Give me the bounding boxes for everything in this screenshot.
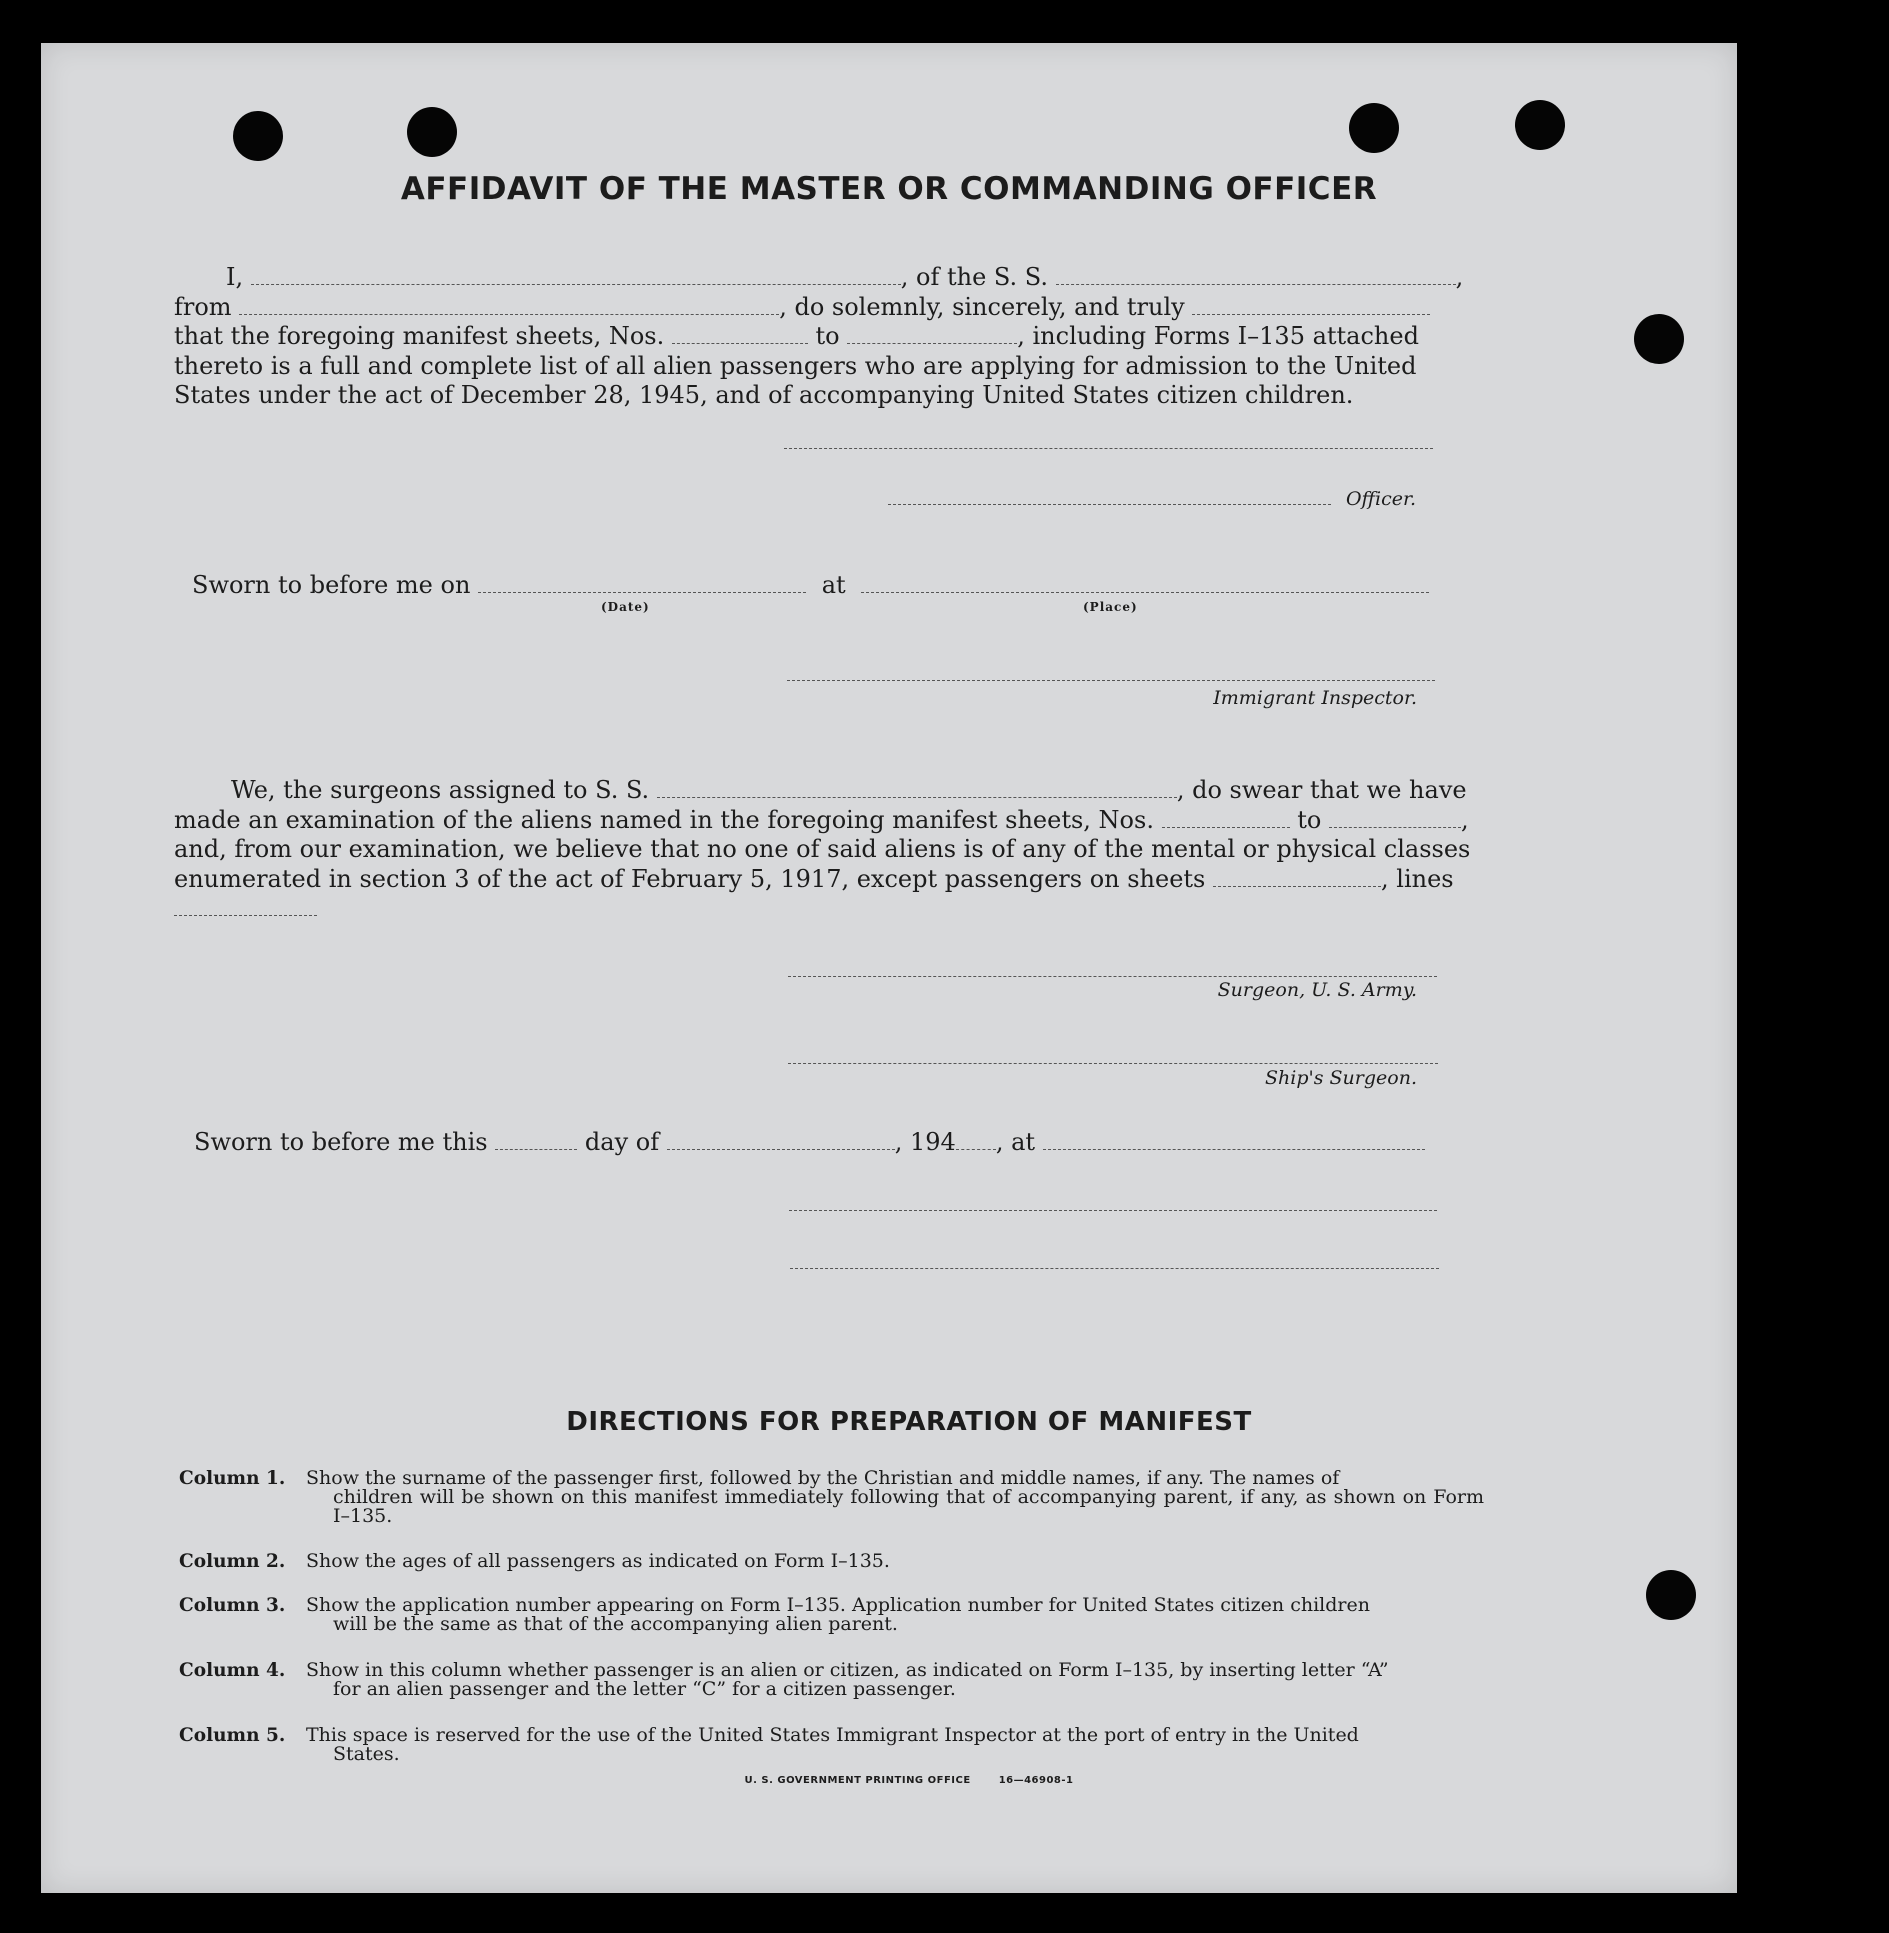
master-affidavit-text: I, , of the S. S. , from , do solemnly, sincerely, and truly that the foregoing manifest sheets, Nos. to , including Forms I–135 attached thereto is a full and complete list of all alien passengers who are applying for admission to the United States under the act of December 28, 1945, and of accompanying United States citizen children. (174, 263, 1464, 409)
signature-line[interactable] (784, 447, 1433, 449)
sworn-day-field[interactable] (495, 1148, 577, 1150)
official-title-line[interactable] (790, 1267, 1439, 1269)
sworn-date-field[interactable] (478, 591, 806, 593)
direction-column-1: Column 1. Show the surname of the passenger first, followed by the Christian and middle names, if any. The names of children will be shown on this manifest immediately following that of accompanying parent, if any, as shown on Form I–135. (179, 1467, 1484, 1527)
date-label: (Date) (601, 600, 650, 614)
punch-hole (233, 111, 283, 161)
excepted-sheets-field[interactable] (1213, 885, 1381, 887)
place-label: (Place) (1083, 600, 1138, 614)
officer-label: Officer. (1345, 488, 1416, 510)
sworn-before-row: Sworn to before me on at (192, 571, 1429, 599)
sworn-location-field[interactable] (1043, 1148, 1425, 1150)
direction-column-4: Column 4. Show in this column whether passenger is an alien or citizen, as indicated on Form I–135, by inserting letter “A” for an alien passenger and the letter “C” for a citizen passenger. (179, 1659, 1389, 1700)
surgeons-affidavit-text: We, the surgeons assigned to S. S. , do swear that we have made an examination of the aliens named in the foregoing manifest sheets, Nos. to , and, from our examination, we believe that no one of said aliens is of any of the mental or physical classes enumerated in section 3 of the act of February 5, 1917, except passengers on sheets , lines (174, 776, 1475, 924)
sworn-month-field[interactable] (667, 1148, 895, 1150)
surgeon-sheet-to-field[interactable] (1329, 826, 1461, 828)
punch-hole (1634, 314, 1684, 364)
army-surgeon-label: Surgeon, U. S. Army. (1217, 979, 1417, 1001)
ship-surgeon-signature-line[interactable] (788, 1062, 1438, 1064)
surgeon-sheet-from-field[interactable] (1162, 826, 1290, 828)
sworn-place-field[interactable] (861, 591, 1429, 593)
departure-port-field[interactable] (239, 313, 779, 315)
punch-hole (1515, 100, 1565, 150)
punch-hole (407, 107, 457, 157)
master-name-field[interactable] (251, 283, 901, 285)
ship-name-field[interactable] (1056, 283, 1456, 285)
sworn-year-field[interactable] (956, 1148, 996, 1150)
document-page (41, 43, 1737, 1893)
sheet-from-field[interactable] (672, 342, 808, 344)
inspector-signature-line[interactable] (787, 679, 1435, 681)
direction-column-3: Column 3. Show the application number appearing on Form I–135. Application number for United States citizen children will be the same as that of the accompanying alien parent. (179, 1594, 1370, 1635)
directions-title: DIRECTIONS FOR PREPARATION OF MANIFEST (566, 1407, 1252, 1437)
direction-column-5: Column 5. This space is reserved for the use of the United States Immigrant Inspector at the port of entry in the United States. (179, 1724, 1359, 1765)
printing-office-footer: U. S. GOVERNMENT PRINTING OFFICE 16—46908-1 (744, 1775, 1074, 1786)
ship-surgeon-label: Ship's Surgeon. (1265, 1067, 1417, 1089)
sworn-day-row: Sworn to before me this day of , 194 , at (194, 1128, 1425, 1156)
punch-hole (1349, 103, 1399, 153)
surgeons-ship-field[interactable] (657, 796, 1177, 798)
inspector-label: Immigrant Inspector. (1213, 687, 1417, 709)
punch-hole (1646, 1570, 1696, 1620)
excepted-lines-field[interactable] (174, 914, 317, 916)
sheet-to-field[interactable] (847, 342, 1017, 344)
oath-field[interactable] (1192, 313, 1430, 315)
affidavit-title: AFFIDAVIT OF THE MASTER OR COMMANDING OFFICER (400, 171, 1378, 207)
official-signature-line[interactable] (789, 1209, 1437, 1211)
army-surgeon-signature-line[interactable] (788, 975, 1437, 977)
direction-column-2: Column 2. Show the ages of all passengers as indicated on Form I–135. (179, 1550, 890, 1572)
